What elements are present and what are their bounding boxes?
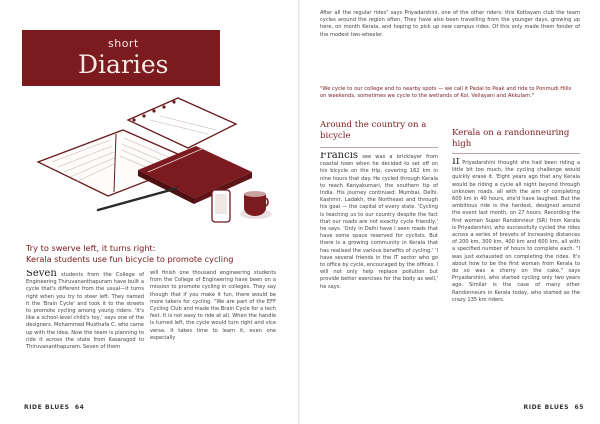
divider bbox=[320, 147, 438, 148]
body-text: will finish one thousand engineering students from the College of Engineering have been on a mission to promote cycling in colleges. They say though that if you make it fun, there would be more takers for cycling. "We are part of the EFF Cycling Club and made the Brain Cycle for a tech fest. It is not easy to ride at all. When the handle is turned left, the cycle would turn right and vice versa. It takes time to learn it, even one especially bbox=[150, 270, 276, 341]
quote-text: "We cycle to our college and to nearby spots — we call it Pedal to Peak and ride to Ponmudi Hills on weekends, sometimes we cycle to the wetlands of Kol, Vellayani and Akkulam." bbox=[320, 86, 572, 100]
footer-brand: RIDE BLUES bbox=[523, 404, 570, 411]
divider bbox=[452, 153, 580, 154]
section-banner bbox=[22, 30, 220, 86]
banner-kicker: short bbox=[108, 37, 139, 50]
right-page bbox=[300, 0, 600, 424]
body-text: students from the College of Engineering Thiruvananthapuram have built a cycle that's different from the usual—it turns right when you try to steer left. They named it the 'Brain Cycle' and took it to the streets to promote cycling among young riders. 'It's like a school-level child's toy,' says one of the designers, Mohammed Musthafa C, who came up with the idea. Now the team is planning to ride it across the state from Kasaragod to Thiruvananthapuram. Seven of them bbox=[26, 272, 144, 351]
body-text: see was a bricklayer from coastal town when he decided to set off on his bicycle on the trip, covering 162 km in nine hours that day. He cycled through Kerala to reach Kanyakumari, the southern tip of India. His journey continued: Mumbai, Delhi, Kashmir, Ladakh, the Northeast and through his goal — the capital of every state. 'Cycling is teaching us to our country despite the fact that our roads are not exactly cycle friendly,' he says. 'Only in Delhi have I seen roads that have some space reserved for cyclists. But there is a growing community in Kerala that has realised the various benefits of cycling.' 'I have several friends in the IT sector who go to office by cycle, encouraged by the offices. I will not only help replace pollution but provide better exercises for the body as well,' he says. bbox=[320, 154, 438, 290]
footer-brand: RIDE BLUES bbox=[24, 404, 70, 411]
page-footer-right bbox=[524, 404, 584, 411]
coffee-cup-icon bbox=[240, 191, 272, 219]
left-body-column-1 bbox=[26, 270, 144, 402]
headline-line-1: Try to swerve left, it turns right: bbox=[26, 243, 156, 253]
article-2-body bbox=[320, 152, 438, 400]
banner-title: Diaries bbox=[78, 50, 169, 79]
article-3-body bbox=[452, 158, 580, 400]
page-number: 64 bbox=[74, 404, 85, 411]
dropcap: Seven bbox=[26, 270, 57, 279]
right-top-paragraph bbox=[320, 10, 580, 84]
diary-illustration bbox=[28, 92, 284, 242]
left-body-column-2 bbox=[150, 270, 276, 402]
dropcap: If bbox=[452, 158, 460, 167]
article-headline bbox=[26, 243, 276, 264]
dropcap: Francis bbox=[320, 152, 359, 161]
body-text: After all the regular rides" says Priyadarshini, one of the other riders: this Kottayam club the team cycles around the region often. They have also been travelling from the younger days, growing up here, on month Kerala, and hoping to pick up new campus rides. Of this only made them fonder of the modest two-wheeler. bbox=[320, 10, 580, 38]
article-3-title: Kerala on a randonneuring high bbox=[452, 128, 570, 149]
page-footer-left bbox=[24, 404, 84, 411]
body-text: Priyadarshini thought she had been riding a little bit too much, the cycling challenge would quickly erase it. 'Eight years ago that any Kerala would be riding a cycle all night beyond through unknown roads, all with the aim of completing 600 km in 40 hours, she'd have laughed. But the ambitious ride is the hardest, designed around the event last month, on 27 hours. Recording the first woman Super Randonneur (SR) from Kerala is Priyadarshini, who successfully cycled the rides across a series of brevets of increasing distances of 200 km, 300 km, 400 km and 600 km, all with a specified number of hours to complete each. "I was just exhausted on completing the rides. It's about how to be the first woman from Kerala to do so was a cherry on the cake," says Priyadarshini, who started cycling only two years ago. Similar is the case of many other Randonneurs in Kerala today, who started as the crazy 135 km riders. bbox=[452, 160, 580, 303]
headline-line-2: Kerala students use fun bicycle to promote cycling bbox=[26, 253, 234, 264]
article-2-title: Around the country on a bicycle bbox=[320, 120, 427, 141]
phone-icon bbox=[212, 190, 230, 222]
page-number: 65 bbox=[574, 404, 584, 411]
pull-quote bbox=[320, 86, 578, 112]
